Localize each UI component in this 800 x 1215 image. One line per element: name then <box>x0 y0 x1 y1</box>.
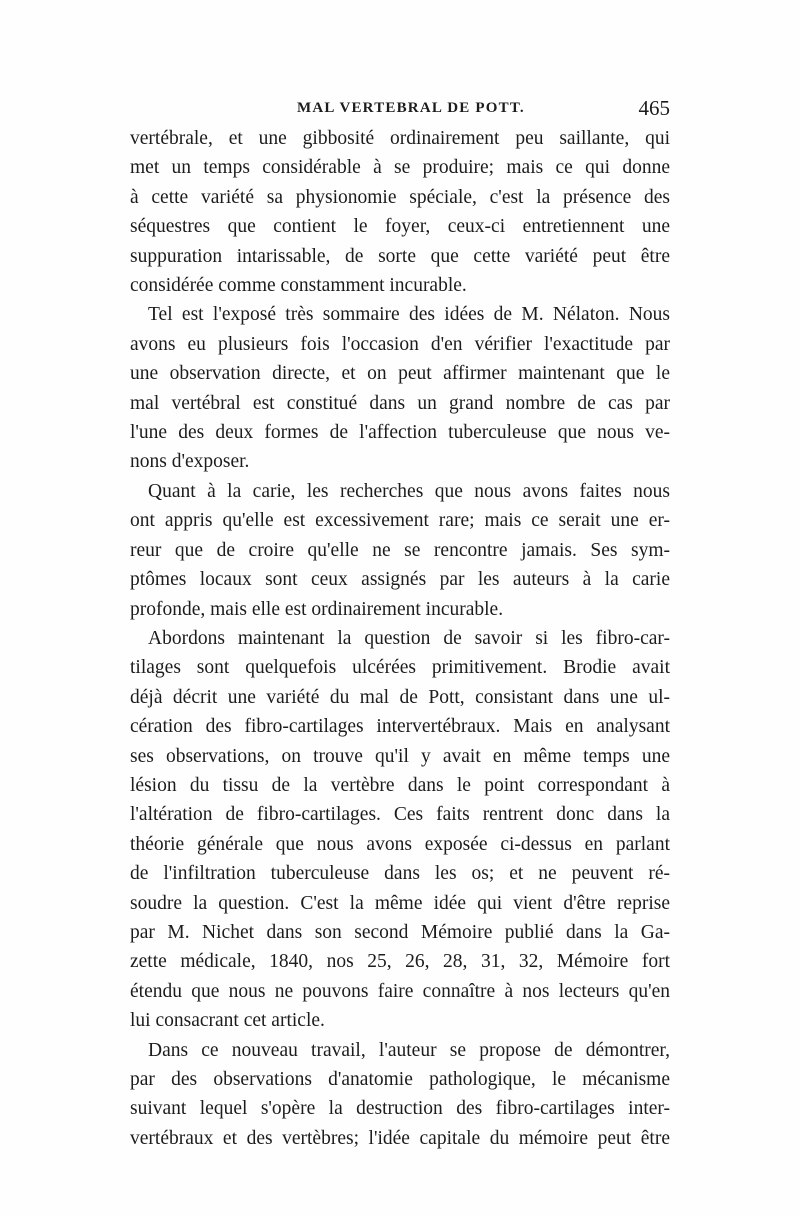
text-line: lésion du tissu de la vertèbre dans le point correspondant à <box>130 774 670 796</box>
text-line: Tel est l'exposé très sommaire des idées de M. Nélaton. Nous <box>148 304 670 326</box>
text-line: mal vertébral est constitué dans un grand nombre de cas par <box>130 392 670 414</box>
text-line: Quant à la carie, les recherches que nous avons faites nous <box>148 480 670 502</box>
text-line: considérée comme constamment incurable. <box>130 275 467 297</box>
text-line: ses observations, on trouve qu'il y avait en même temps une <box>130 745 670 767</box>
text-line: soudre la question. C'est la même idée qui vient d'être reprise <box>130 892 670 914</box>
text-line: ont appris qu'elle est excessivement rare; mais ce serait une er- <box>130 510 670 532</box>
text-line: ptômes locaux sont ceux assignés par les auteurs à la carie <box>130 569 670 591</box>
text-line: par des observations d'anatomie pathologique, le mécanisme <box>130 1069 670 1090</box>
text-line: avons eu plusieurs fois l'occasion d'en vérifier l'exactitude par <box>130 333 670 355</box>
text-line: Abordons maintenant la question de savoir si les fibro-car- <box>148 627 670 649</box>
text-line: met un temps considérable à se produire; mais ce qui donne <box>130 157 670 179</box>
text-line: une observation directe, et on peut affirmer maintenant que le <box>130 363 670 385</box>
text-line: Dans ce nouveau travail, l'auteur se propose de démontrer, <box>148 1039 670 1061</box>
text-line: l'une des deux formes de l'affection tuberculeuse que nous ve- <box>130 422 670 444</box>
text-line: suivant lequel s'opère la destruction des fibro-cartilages inter- <box>130 1098 670 1120</box>
text-line: profonde, mais elle est ordinairement incurable. <box>130 598 504 620</box>
text-line: nons d'exposer. <box>130 451 250 473</box>
text-line: suppuration intarissable, de sorte que cette variété peut être <box>130 245 670 267</box>
text-line: séquestres que contient le foyer, ceux-ci entretiennent une <box>130 216 670 238</box>
text-line: lui consacrant cet article. <box>130 1010 325 1032</box>
text-line: de l'infiltration tuberculeuse dans les os; et ne peuvent ré- <box>130 863 670 885</box>
text-line: par M. Nichet dans son second Mémoire publié dans la Ga- <box>130 921 670 943</box>
text-line: cération des fibro-cartilages intervertébraux. Mais en analysant <box>130 716 670 738</box>
text-line: zette médicale, 1840, nos 25, 26, 28, 31, 32, Mémoire fort <box>130 951 670 973</box>
text-line: étendu que nous ne pouvons faire connaître à nos lecteurs qu'en <box>130 980 670 1002</box>
text-line: vertébrale, et une gibbosité ordinairement peu saillante, qui <box>130 128 670 149</box>
text-line: à cette variété sa physionomie spéciale, c'est la présence des <box>130 186 670 208</box>
running-head <box>0 98 800 122</box>
text-line: l'altération de fibro-cartilages. Ces faits rentrent donc dans la <box>130 804 670 826</box>
page-number: 465 <box>638 96 670 120</box>
text-line: déjà décrit une variété du mal de Pott, consistant dans une ul- <box>130 686 670 708</box>
running-title: MAL VERTEBRAL DE POTT. <box>297 100 525 116</box>
body-text <box>130 124 670 1153</box>
text-line: reur que de croire qu'elle ne se rencontre jamais. Ses sym- <box>130 539 670 561</box>
text-line: théorie générale que nous avons exposée ci-dessus en parlant <box>130 833 670 855</box>
text-line: tilages sont quelquefois ulcérées primitivement. Brodie avait <box>130 657 670 679</box>
text-line: vertébraux et des vertèbres; l'idée capitale du mémoire peut être <box>130 1127 670 1149</box>
